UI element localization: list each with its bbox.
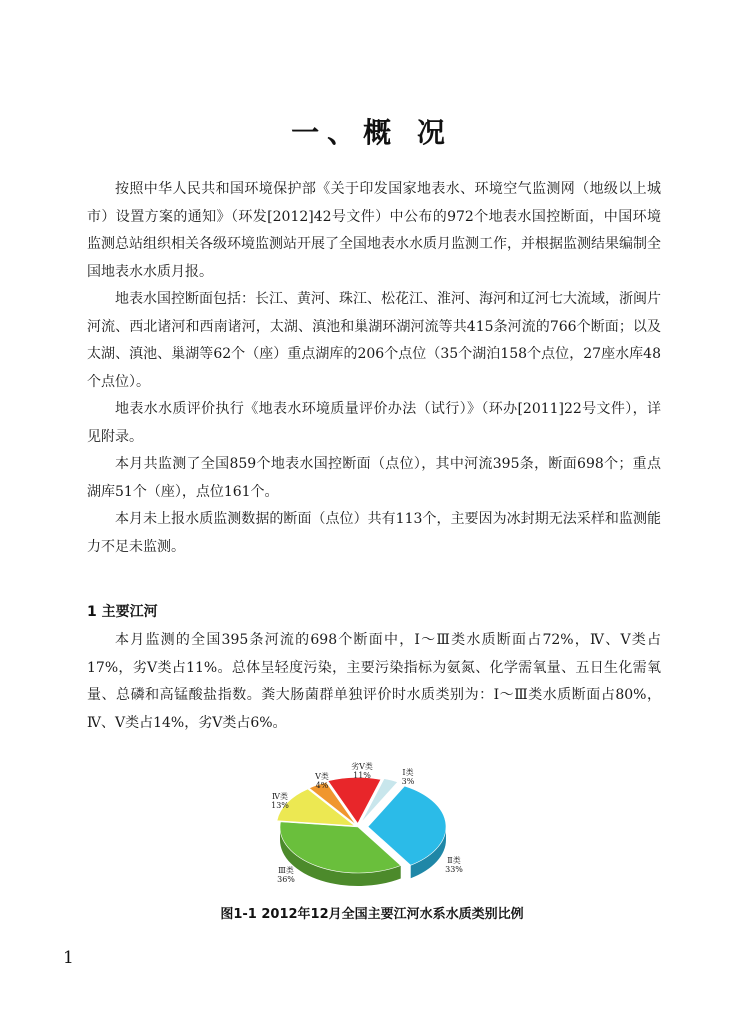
pie-slice-label: Ⅰ类: [402, 768, 414, 777]
page-number: 1: [63, 948, 74, 968]
intro-text: [87, 176, 661, 561]
pie-slice-value-label: 33%: [445, 865, 463, 874]
pie-slice-value-label: 13%: [271, 801, 289, 810]
pie-slice-label: Ⅱ类: [447, 856, 461, 865]
pie-slice-label: Ⅲ类: [278, 866, 294, 875]
pie-slice-value-label: 4%: [315, 781, 329, 790]
paragraph: 本月未上报水质监测数据的断面（点位）共有113个，主要因为冰封期无法采样和监测能力不足未监测。: [87, 511, 661, 555]
paragraph: 本月监测的全国395条河流的698个断面中，Ⅰ～Ⅲ类水质断面占72%，Ⅳ、Ⅴ类占17%，劣Ⅴ类占11%。总体呈轻度污染，主要污染指标为氨氮、化学需氧量、五日生化需氧量、总磷和高锰酸盐指数。粪大肠菌群单独评价时水质类别为：Ⅰ～Ⅲ类水质断面占80%，Ⅳ、Ⅴ类占14%，劣Ⅴ类占6%。: [87, 632, 661, 731]
pie-slice-label: Ⅳ类: [272, 792, 288, 801]
section-heading: 1 主要江河: [87, 604, 158, 620]
pie-slice-label: Ⅴ类: [315, 772, 329, 781]
paragraph: 按照中华人民共和国环境保护部《关于印发国家地表水、环境空气监测网（地级以上城市）设置方案的通知》（环发[2012]42号文件）中公布的972个地表水国控断面，中国环境监测总站组织相关各级环境监测站开展了全国地表水水质月监测工作，并根据监测结果编制全国地表水水质月报。: [87, 181, 661, 280]
pie-chart-svg: [250, 755, 480, 905]
pie-slice-value-label: 11%: [353, 771, 371, 780]
pie-slice-label: 劣Ⅴ类: [351, 762, 373, 771]
pie-chart: [250, 755, 480, 905]
figure-caption: 图1-1 2012年12月全国主要江河水系水质类别比例: [220, 907, 524, 922]
paragraph: 本月共监测了全国859个地表水国控断面（点位），其中河流395条，断面698个；重点湖库51个（座），点位161个。: [87, 456, 661, 500]
section-text: [87, 627, 661, 737]
page-title: 一、概 况: [291, 116, 453, 149]
paragraph: 地表水国控断面包括：长江、黄河、珠江、松花江、淮河、海河和辽河七大流域，浙闽片河流、西北诸河和西南诸河，太湖、滇池和巢湖环湖河流等共415条河流的766个断面；以及太湖、滇池、巢湖等62个（座）重点湖库的206个点位（35个湖泊158个点位，27座水库48个点位）。: [87, 291, 661, 390]
paragraph: 地表水水质评价执行《地表水环境质量评价办法（试行）》（环办[2011]22号文件），详见附录。: [87, 401, 661, 445]
pie-slice-value-label: 3%: [401, 777, 415, 786]
pie-slice-value-label: 36%: [277, 875, 295, 884]
